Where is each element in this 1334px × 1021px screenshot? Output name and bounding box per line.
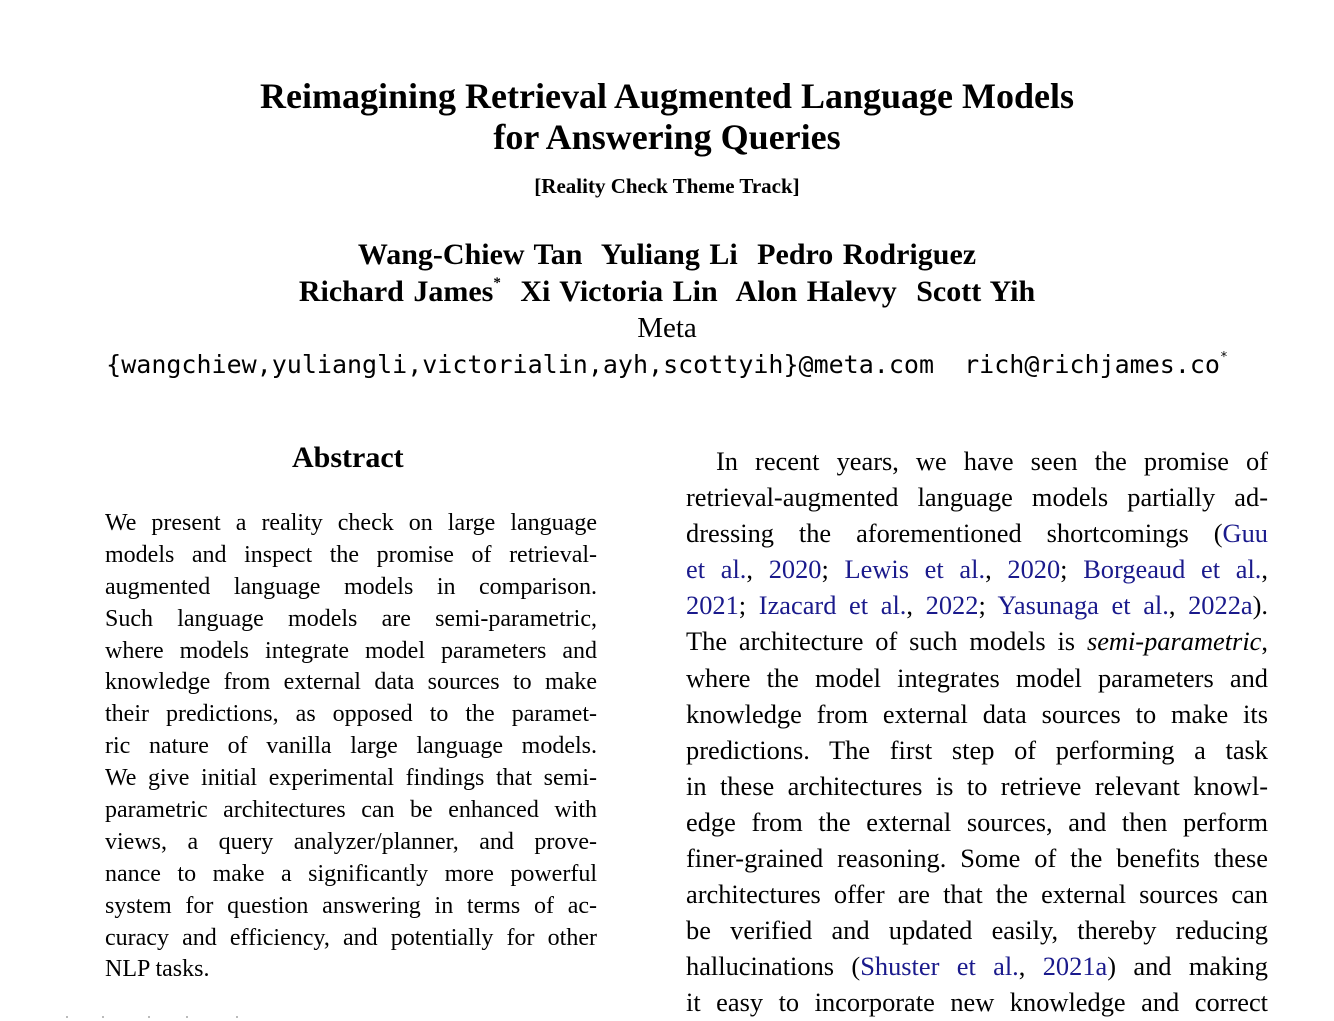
intro-line <box>686 551 1268 587</box>
abstract-line: nance to make a significantly more powerful <box>105 860 597 887</box>
citation-link[interactable]: et al. <box>686 554 747 585</box>
intro-line <box>686 515 1268 551</box>
footnote-mark: * <box>493 275 501 291</box>
abstract-line: where models integrate model parameters and <box>105 637 597 664</box>
author-name: Scott Yih <box>916 275 1036 308</box>
separator: , <box>1018 951 1043 982</box>
affiliation: Meta <box>637 312 697 344</box>
intro-line: in these architectures is to retrieve relevant knowl- <box>686 770 1268 801</box>
abstract-heading: Abstract <box>292 441 404 474</box>
separator: , <box>906 590 926 621</box>
abstract-line: We present a reality check on large language <box>105 510 597 536</box>
separator: , <box>985 554 1008 585</box>
email-other: rich@richjames.co <box>964 350 1220 379</box>
intro-line: be verified and updated easily, thereby reducing <box>686 915 1268 946</box>
abstract-line: parametric architectures can be enhanced with <box>105 797 597 824</box>
intro-text: ) and making <box>1107 951 1268 982</box>
intro-text: hallucinations ( <box>686 951 861 982</box>
abstract-line: knowledge from external data sources to make <box>105 669 597 696</box>
author-list <box>0 236 1334 310</box>
intro-text: The architecture of such models is <box>686 626 1087 657</box>
separator: , <box>1261 626 1268 657</box>
intro-line: predictions. The first step of performing a task <box>686 734 1268 765</box>
scan-artifact <box>66 1016 246 1018</box>
citation-link[interactable]: Yasunaga et al. <box>997 590 1169 621</box>
abstract-body <box>105 508 597 986</box>
citation-link[interactable]: 2020 <box>1007 554 1061 585</box>
intro-line <box>686 587 1268 623</box>
abstract-line: We give initial experimental findings that semi- <box>105 765 597 792</box>
abstract-line: Such language models are semi-parametric, <box>105 605 597 632</box>
author-name: Wang-Chiew Tan <box>357 238 583 271</box>
title-line-2: for Answering Queries <box>493 117 841 157</box>
title-line-1: Reimagining Retrieval Augmented Language Models <box>260 76 1074 116</box>
abstract-line: views, a query analyzer/planner, and prove- <box>105 828 597 855</box>
abstract-line: augmented language models in comparison. <box>105 573 597 600</box>
abstract-line: system for question answering in terms of ac- <box>105 892 597 919</box>
citation-link[interactable]: 2021 <box>686 590 739 621</box>
author-name: Alon Halevy <box>735 275 897 308</box>
separator: ; <box>978 590 998 621</box>
intro-line: retrieval-augmented language models partially ad- <box>686 482 1268 513</box>
citation-link[interactable]: Guu <box>1222 518 1268 549</box>
footnote-mark: * <box>1219 350 1228 365</box>
author-name: Richard James <box>298 275 494 308</box>
citation-link[interactable]: Borgeaud et al. <box>1083 554 1262 585</box>
intro-text: dressing the aforementioned shortcomings ( <box>686 518 1223 549</box>
abstract-line: their predictions, as opposed to the paramet- <box>105 701 597 728</box>
paper-title <box>0 76 1334 158</box>
intro-paragraph <box>686 443 1268 1021</box>
track-label: [Reality Check Theme Track] <box>534 174 800 198</box>
intro-line: knowledge from external data sources to make its <box>686 698 1268 729</box>
citation-link[interactable]: 2021a <box>1042 951 1108 982</box>
separator: ). <box>1252 590 1268 621</box>
email-line <box>0 348 1334 382</box>
separator: ; <box>738 590 759 621</box>
citation-link[interactable]: Izacard et al. <box>758 590 907 621</box>
abstract-line: curacy and efficiency, and potentially for other <box>105 924 597 951</box>
separator: ; <box>821 554 845 585</box>
author-row-1 <box>0 236 1334 273</box>
intro-line: finer-grained reasoning. Some of the benefits these <box>686 843 1268 874</box>
abstract-line: ric nature of vanilla large language models. <box>105 733 597 760</box>
abstract-line: NLP tasks. <box>105 956 210 983</box>
author-name: Xi Victoria Lin <box>520 275 718 308</box>
intro-line <box>686 948 1268 984</box>
citation-link[interactable]: Shuster et al. <box>860 951 1019 982</box>
intro-line: edge from the external sources, and then perform <box>686 806 1268 837</box>
author-name: Yuliang Li <box>600 238 738 271</box>
citation-link[interactable]: Lewis et al. <box>844 554 986 585</box>
intro-line: where the model integrates model parameters and <box>686 662 1268 693</box>
citation-link[interactable]: 2020 <box>768 554 822 585</box>
separator: ; <box>1060 554 1084 585</box>
intro-line: architectures offer are that the external sources can <box>686 879 1268 910</box>
intro-line: In recent years, we have seen the promise of <box>716 446 1268 476</box>
citation-link[interactable]: 2022a <box>1188 590 1253 621</box>
abstract-line: models and inspect the promise of retrieval- <box>105 541 597 568</box>
separator: , <box>1168 590 1189 621</box>
separator: , <box>1261 554 1268 585</box>
separator: , <box>746 554 769 585</box>
intro-line <box>686 623 1268 659</box>
email-meta: {wangchiew,yuliangli,victorialin,ayh,scottyih}@meta.com <box>106 350 934 379</box>
citation-link[interactable]: 2022 <box>925 590 979 621</box>
author-row-2 <box>0 273 1334 310</box>
author-name: Pedro Rodriguez <box>757 238 977 271</box>
intro-line: it easy to incorporate new knowledge and correct <box>686 987 1268 1018</box>
emphasis-text: semi-parametric <box>1086 626 1262 657</box>
